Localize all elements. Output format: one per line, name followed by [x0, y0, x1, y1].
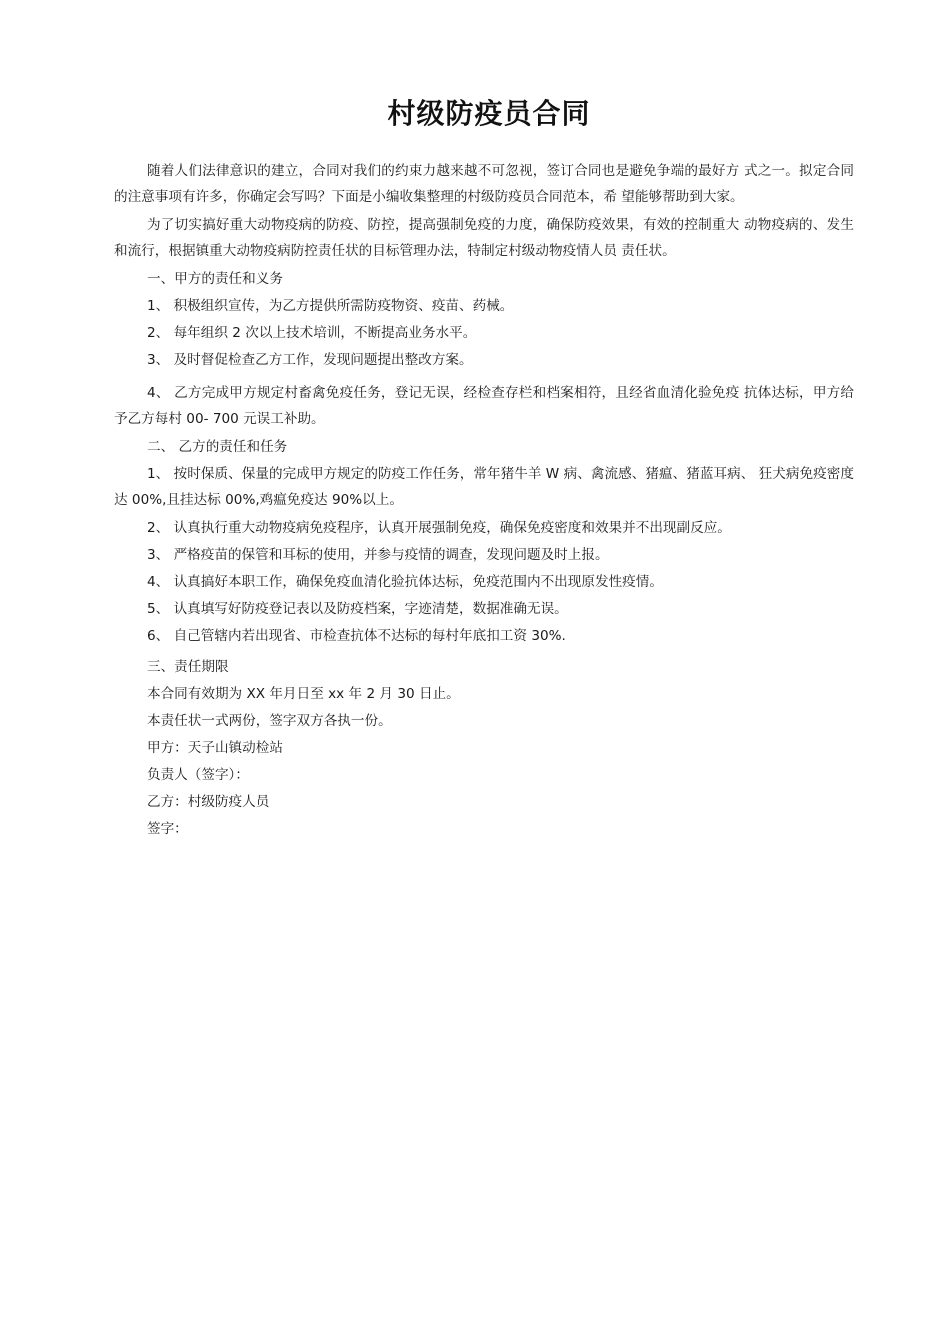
section-2-item: 5、 认真填写好防疫登记表以及防疫档案，字迹清楚，数据准确无误。: [147, 601, 568, 617]
purpose-paragraph: 为了切实搞好重大动物疫病的防疫、防控，提高强制免疫的力度，确保防疫效果，有效的控制重大 动物疫病的、发生和流行，根据镇重大动物疫病防控责任状的目标管理办法，特制定村级动物疫情人员 责任状。: [114, 217, 854, 259]
section-1-item: 2、 每年组织 2 次以上技术培训，不断提高业务水平。: [147, 325, 477, 341]
party-b: 乙方：村级防疫人员: [147, 794, 270, 810]
validity-period: 本合同有效期为 XX 年月日至 xx 年 2 月 30 日止。: [147, 686, 460, 702]
section-2-item: 6、 自己管辖内若出现省、市检查抗体不达标的每村年底扣工资 30%.: [147, 628, 566, 644]
intro-paragraph: 随着人们法律意识的建立，合同对我们的约束力越来越不可忽视，签订合同也是避免争端的最好方 式之一。拟定合同的注意事项有许多，你确定会写吗？下面是小编收集整理的村级防疫员合同范本，希 望能够帮助到大家。: [114, 163, 854, 205]
section-2-item: 3、 严格疫苗的保管和耳标的使用，并参与疫情的调查，发现问题及时上报。: [147, 547, 609, 563]
section-1-item: 4、 乙方完成甲方规定村畜禽免疫任务，登记无误，经检查存栏和档案相符，且经省血清化验免疫 抗体达标，甲方给予乙方每村 00- 700 元误工补助。: [114, 385, 854, 427]
section-1-heading: 一、甲方的责任和义务: [147, 271, 283, 287]
copies-note: 本责任状一式两份，签字双方各执一份。: [147, 713, 392, 729]
section-1-item: 1、 积极组织宣传，为乙方提供所需防疫物资、疫苗、药械。: [147, 298, 514, 314]
section-2-item: 2、 认真执行重大动物疫病免疫程序，认真开展强制免疫，确保免疫密度和效果并不出现副反应。: [147, 520, 731, 536]
party-a: 甲方：天子山镇动检站: [147, 740, 283, 756]
party-a-signature: 负责人（签字）：: [147, 767, 249, 783]
party-b-signature: 签字：: [147, 821, 188, 837]
section-2-item: 1、 按时保质、保量的完成甲方规定的防疫工作任务，常年猪牛羊 W 病、禽流感、猪瘟、猪蓝耳病、 狂犬病免疫密度达 00%,且挂达标 00%,鸡瘟免疫达 90%以上。: [114, 466, 854, 508]
section-2-heading: 二、 乙方的责任和任务: [147, 439, 288, 455]
document-title: 村级防疫员合同: [387, 97, 591, 130]
section-3-heading: 三、责任期限: [147, 659, 229, 675]
section-1-item: 3、 及时督促检查乙方工作，发现问题提出整改方案。: [147, 352, 473, 368]
section-2-item: 4、 认真搞好本职工作，确保免疫血清化验抗体达标，免疫范围内不出现原发性疫情。: [147, 574, 663, 590]
